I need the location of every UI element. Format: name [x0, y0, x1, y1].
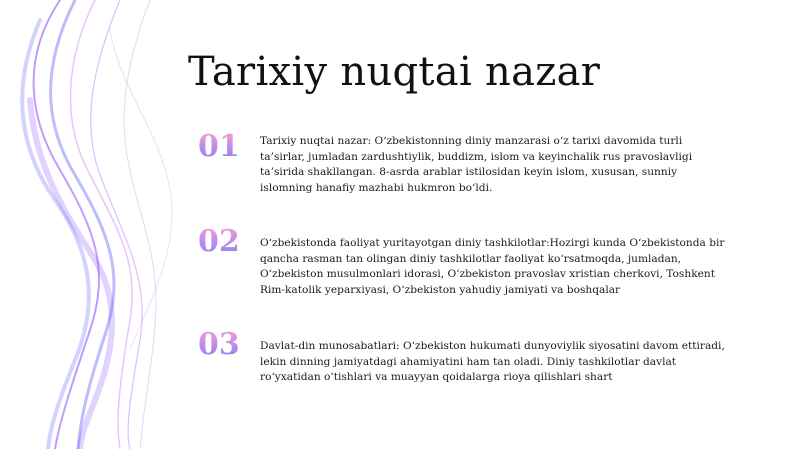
item-text: O‘zbekistonda faoliyat yuritayotgan diniy tashkilotlar:Hozirgi kunda O‘zbekistonda bir qancha rasman tan olingan diniy tashkilotlar faoliyat ko‘rsatmoqda, jumladan, O‘zbekiston musulmonlari idorasi, O‘zbekiston pravoslav xristian cherkovi, Toshkent Rim-katolik yeparxiyasi, O‘zbekiston yahudiy jamiyati va boshqalar [260, 237, 725, 296]
item-text: Tarixiy nuqtai nazar: O‘zbekistonning diniy manzarasi o‘z tarixi davomida turli ta’sirlar, jumladan zardushtiylik, buddizm, islom va keyinchalik rus pravoslavligi ta’sirida shakllangan. 8-asrda arablar istilosidan keyin islom, xususan, sunniy islomning hanafiy mazhabi hukmron bo‘ldi. [260, 135, 693, 194]
item-number: 03 [198, 330, 250, 360]
item-text: Davlat-din munosabatlari: O‘zbekiston hukumati dunyoviylik siyosatini davom ettiradi, lekin dinning jamiyatdagi ahamiyatini ham tan oladi. Diniy tashkilotlar davlat ro‘yxatidan o‘tishlari va muayyan qoidalarga rioya qilishlari shart [260, 340, 725, 383]
slide-title: Tarixiy nuqtai nazar [188, 48, 601, 95]
item-number: 02 [198, 227, 250, 257]
item-number: 01 [198, 132, 250, 162]
